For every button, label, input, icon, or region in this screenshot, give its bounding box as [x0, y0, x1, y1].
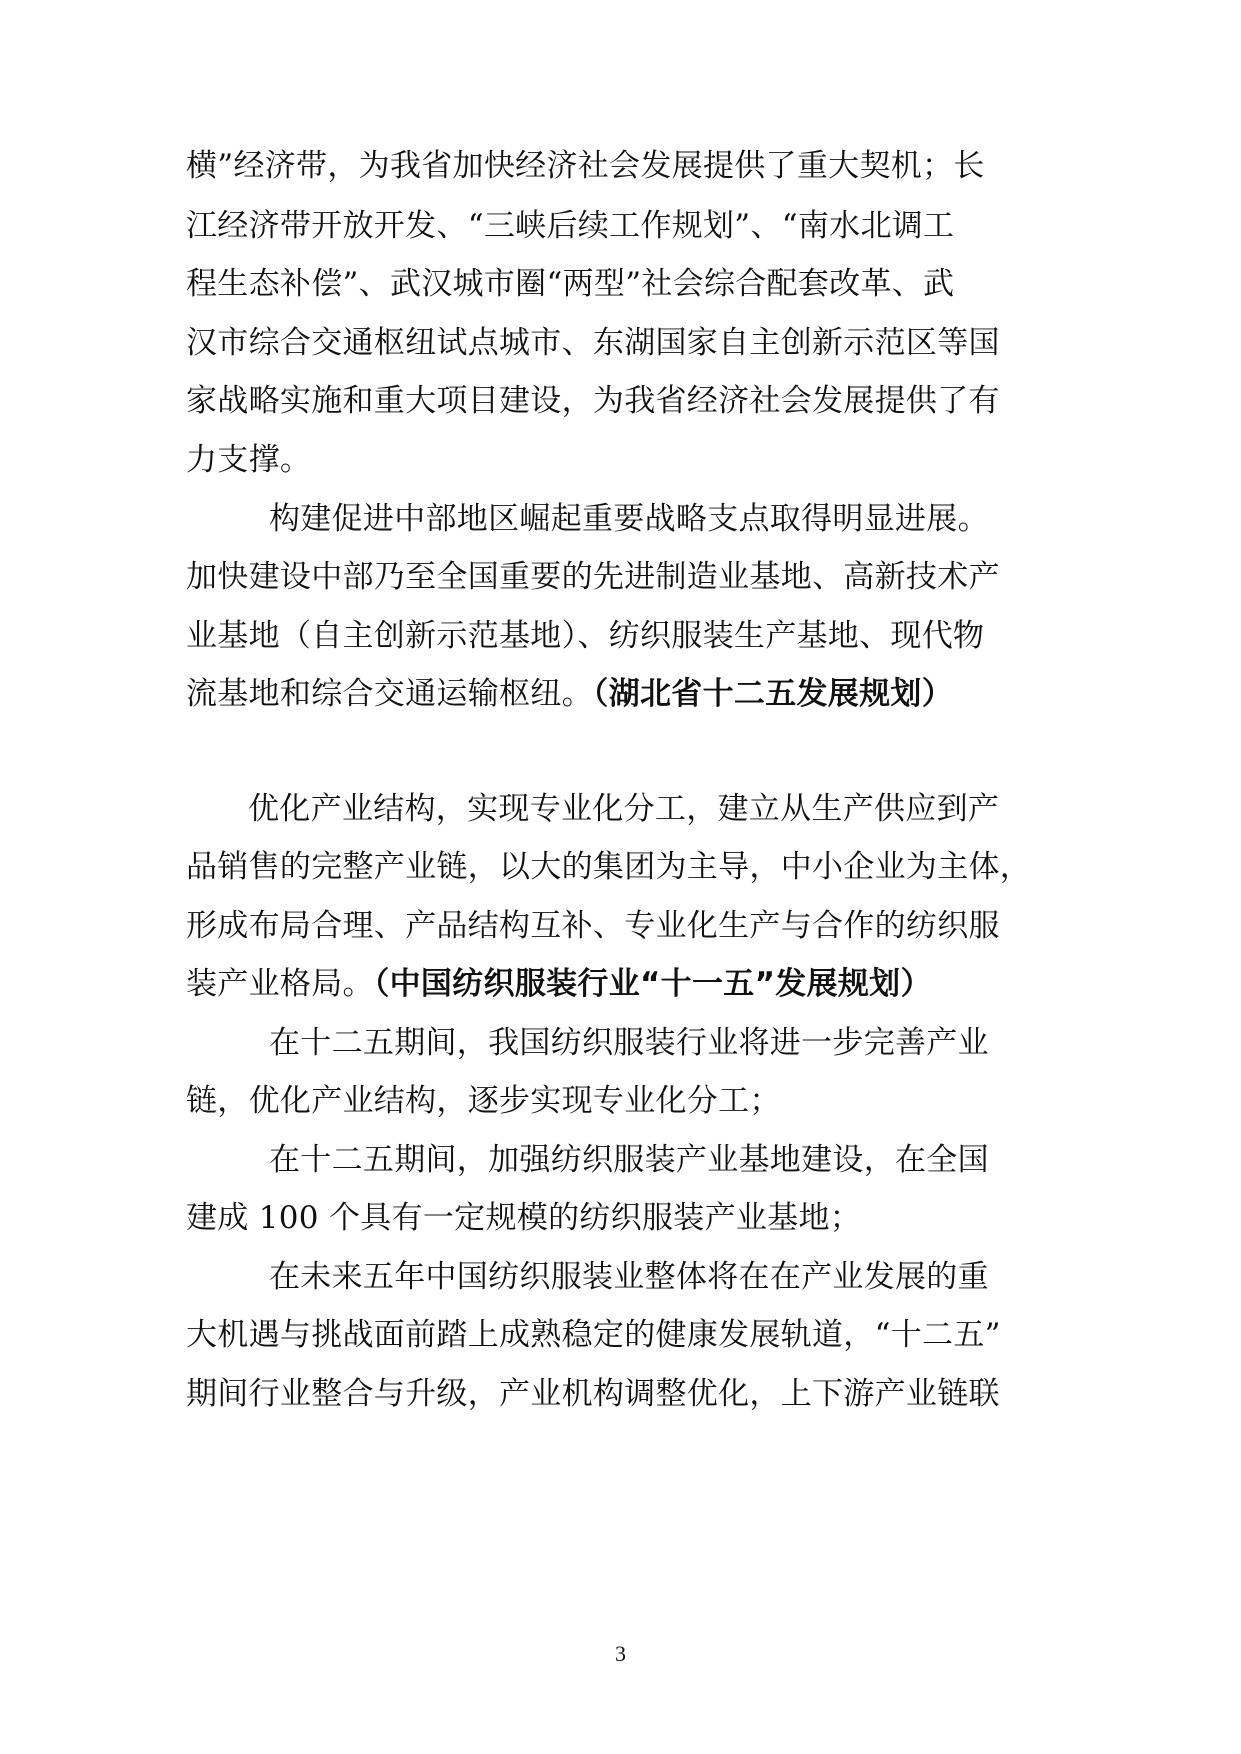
text-line — [186, 674, 953, 714]
text-span: 流基地和综合交通运输枢纽。 — [186, 676, 593, 712]
text-line: 品销售的完整产业链，以大的集团为主导，中小企业为主体， — [186, 849, 1032, 885]
source-citation: （湖北省十二五发展规划） — [592, 676, 954, 712]
text-line: 家战略实施和重大项目建设，为我省经济社会发展提供了有 — [186, 383, 1000, 419]
text-line: 构建促进中部地区崛起重要战略支点取得明显进展。 — [269, 501, 989, 537]
text-line: 形成布局合理、产品结构互补、专业化生产与合作的纺织服 — [186, 908, 1000, 944]
text-span: 装产业格局。 — [186, 966, 374, 1002]
text-line: 在十二五期间，加强纺织服装产业基地建设，在全国 — [269, 1142, 989, 1178]
text-line — [186, 964, 932, 1004]
text-line: 横”经济带，为我省加快经济社会发展提供了重大契机；长 — [186, 148, 985, 184]
text-line: 在未来五年中国纺织服装业整体将在在产业发展的重 — [269, 1259, 989, 1295]
text-line: 汉市综合交通枢纽试点城市、东湖国家自主创新示范区等国 — [186, 325, 1000, 361]
text-line: 建成 100 个具有一定规模的纺织服装产业基地； — [186, 1200, 862, 1236]
text-line: 加快建设中部乃至全国重要的先进制造业基地、高新技术产 — [186, 559, 1000, 595]
text-line: 链，优化产业结构，逐步实现专业化分工； — [186, 1083, 781, 1119]
text-line: 业基地（自主创新示范基地）、纺织服装生产基地、现代物 — [186, 618, 985, 654]
source-citation: （中国纺织服装行业“十一五”发展规划） — [373, 966, 932, 1002]
text-line: 程生态补偿”、武汉城市圈“两型”社会综合配套改革、武 — [186, 266, 955, 302]
text-line: 在十二五期间，我国纺织服装行业将进一步完善产业 — [269, 1025, 989, 1061]
page-number: 3 — [615, 1641, 626, 1666]
text-line: 江经济带开放开发、“三峡后续工作规划”、“南水北调工 — [186, 208, 955, 244]
text-line: 优化产业结构，实现专业化分工，建立从生产供应到产 — [248, 791, 1000, 827]
text-line: 大机遇与挑战面前踏上成熟稳定的健康发展轨道，“十二五” — [186, 1317, 1001, 1353]
text-line: 期间行业整合与升级，产业机构调整优化，上下游产业链联 — [186, 1376, 1000, 1412]
text-line: 力支撑。 — [186, 442, 312, 478]
